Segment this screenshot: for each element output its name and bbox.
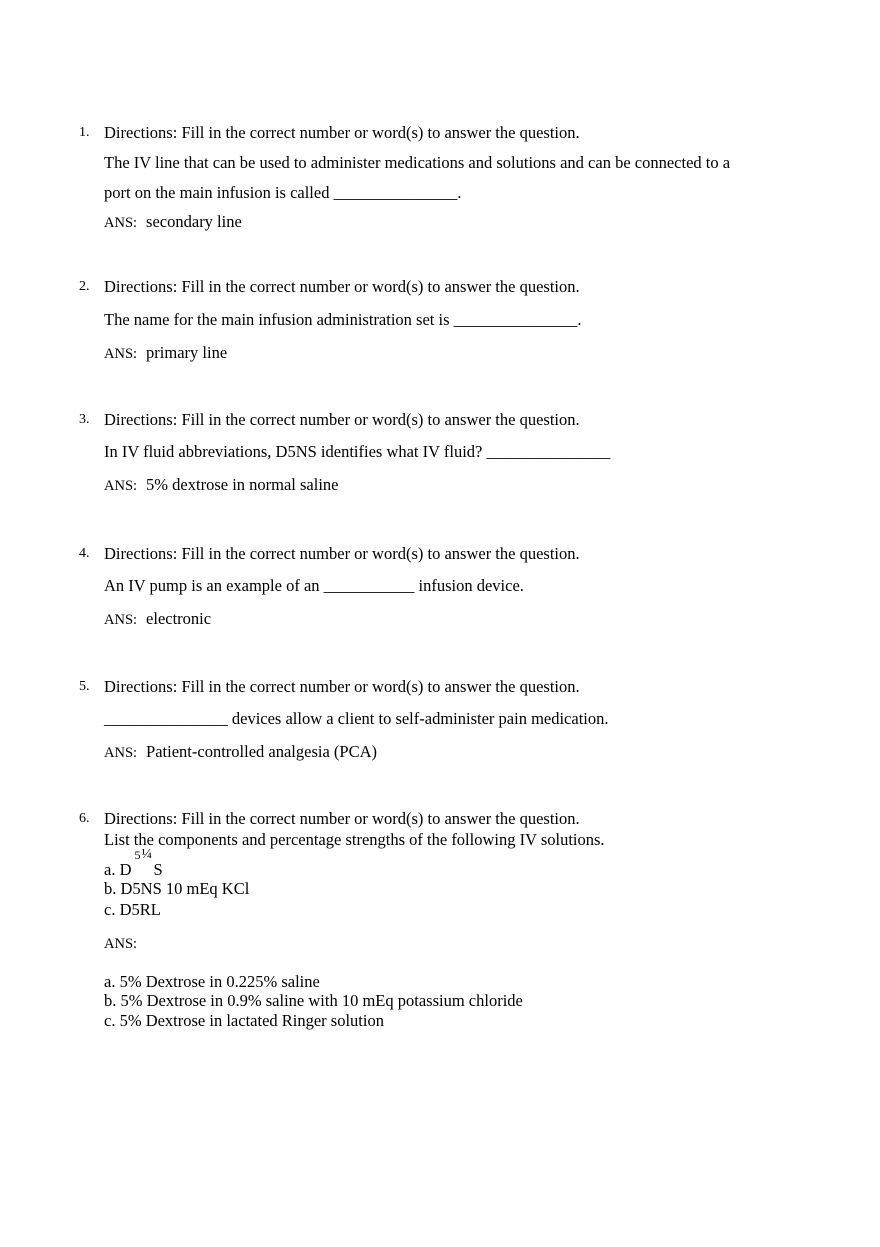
answer — [104, 742, 377, 762]
question-stem: _______________ devices allow a client to self-administer pain medication. — [104, 709, 609, 728]
answer-text: electronic — [146, 609, 212, 628]
solution-item-b: b. D5NS 10 mEq KCl — [104, 879, 250, 898]
answer — [104, 609, 211, 629]
question-stem: port on the main infusion is called _______________. — [104, 183, 462, 202]
answer — [104, 475, 339, 495]
answer-label: ANS: — [104, 745, 138, 761]
answer-item-b: b. 5% Dextrose in 0.9% saline with 10 mEq potassium chloride — [104, 991, 523, 1010]
question-number: 6. — [79, 811, 90, 826]
fraction-superscript: 5 — [134, 848, 141, 862]
question-number: 3. — [79, 412, 90, 427]
fraction-quarter: ¼ — [141, 847, 152, 862]
answer-item-c: c. 5% Dextrose in lactated Ringer solution — [104, 1011, 384, 1030]
solution-item-a — [104, 847, 163, 880]
answer-label: ANS: — [104, 612, 138, 628]
question-directions: Directions: Fill in the correct number or word(s) to answer the question. — [104, 410, 580, 429]
question-directions: Directions: Fill in the correct number or word(s) to answer the question. — [104, 544, 580, 563]
answer-text: secondary line — [146, 212, 242, 231]
question-number: 2. — [79, 279, 90, 294]
question-stem: The name for the main infusion administration set is _______________. — [104, 310, 582, 329]
question-stem: The IV line that can be used to administer medications and solutions and can be connected to a — [104, 153, 731, 172]
question-directions: Directions: Fill in the correct number or word(s) to answer the question. — [104, 123, 580, 142]
fraction — [132, 847, 154, 875]
answer-label — [104, 933, 137, 953]
answer-label: ANS: — [104, 215, 138, 231]
answer — [104, 343, 227, 363]
question-number: 4. — [79, 546, 90, 561]
answer-text: primary line — [146, 343, 228, 362]
question-number: 5. — [79, 679, 90, 694]
question-directions: Directions: Fill in the correct number or word(s) to answer the question. — [104, 809, 580, 828]
question-stem: List the components and percentage strengths of the following IV solutions. — [104, 830, 605, 849]
question-directions: Directions: Fill in the correct number or word(s) to answer the question. — [104, 277, 580, 296]
answer — [104, 212, 242, 232]
answer-text: 5% dextrose in normal saline — [146, 475, 339, 494]
question-number: 1. — [79, 125, 90, 140]
solution-item-c: c. D5RL — [104, 900, 161, 919]
solution-item-a-prefix: a. D — [104, 860, 132, 879]
answer-label: ANS: — [104, 478, 138, 494]
question-stem: In IV fluid abbreviations, D5NS identifies what IV fluid? _______________ — [104, 442, 611, 461]
question-directions: Directions: Fill in the correct number or word(s) to answer the question. — [104, 677, 580, 696]
solution-item-a-suffix: S — [153, 860, 163, 879]
answer-text: Patient-controlled analgesia (PCA) — [146, 742, 377, 761]
answer-label: ANS: — [104, 346, 138, 362]
answer-item-a: a. 5% Dextrose in 0.225% saline — [104, 972, 320, 991]
answer-label-text: ANS: — [104, 936, 138, 952]
question-stem: An IV pump is an example of an ___________ infusion device. — [104, 576, 524, 595]
